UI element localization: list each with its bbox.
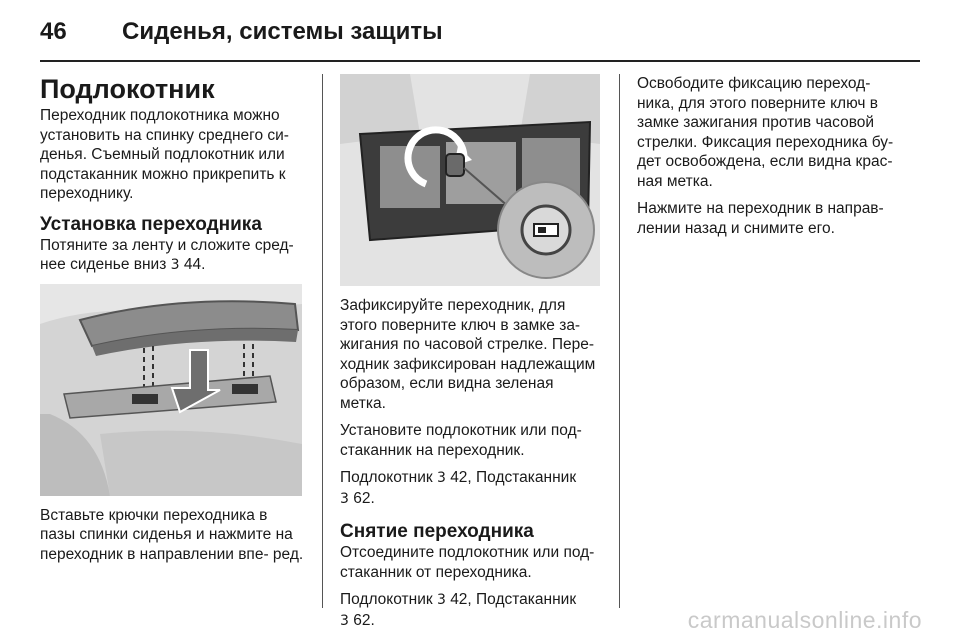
- ignition-key-lock-illustration: [340, 74, 600, 286]
- install-heading: Установка переходника: [40, 213, 262, 235]
- armrest-intro: Переходник подлокотника можно установить на спинку среднего си- денья. Съемный подлокотник или подстаканник можно прикрепить к переходнику.: [40, 107, 289, 202]
- mount-instruction: Установите подлокотник или под- стаканник на переходник.: [340, 422, 582, 459]
- reference-icon: 3: [436, 592, 446, 608]
- lock-instruction: Зафиксируйте переходник, для этого поверните ключ в замке за- жигания по часовой стрелке. Пере- ходник зафиксирован надлежащим образом, если видна зеленая метка.: [340, 297, 596, 412]
- reference-icon: 3: [340, 490, 349, 507]
- section-title: Сиденья, системы защиты: [122, 18, 443, 45]
- install-cross-reference: Подлокотник 3 42, Подстаканник 3 62.: [340, 469, 577, 507]
- remove-instruction: Нажмите на переходник в направ- лении назад и снимите его.: [637, 200, 884, 237]
- column-1: [40, 74, 306, 572]
- reference-icon: 3: [436, 470, 446, 486]
- watermark: carmanualsonline.info: [687, 607, 922, 633]
- reference-icon: 3: [340, 612, 349, 629]
- page-number: 46: [40, 18, 67, 45]
- column-divider-1: [322, 74, 323, 608]
- armrest-title: Подлокотник: [40, 74, 215, 104]
- header-rule: [40, 60, 920, 62]
- adapter-install-illustration: [40, 284, 302, 496]
- column-2: [340, 74, 602, 639]
- page-header: [40, 12, 920, 62]
- remove-heading: Снятие переходника: [340, 521, 534, 542]
- install-instruction: Вставьте крючки переходника в пазы спинки сиденья и нажмите на переходник в направлении впе- ред.: [40, 506, 304, 563]
- column-divider-2: [619, 74, 620, 608]
- install-ref: 44.: [183, 256, 206, 273]
- column-3: [637, 74, 903, 246]
- install-text: Потяните за ленту и сложите сред- нее сиденье вниз 3 44.: [40, 236, 294, 273]
- reference-icon: 3: [170, 257, 180, 273]
- detach-instruction: Отсоедините подлокотник или под- стаканник от переходника.: [340, 544, 595, 581]
- unlock-instruction: Освободите фиксацию переход- ника, для этого поверните ключ в замке зажигания против часовой стрелки. Фиксация переходника бу- дет освобождена, если видна крас- ная метка.: [637, 75, 894, 190]
- remove-cross-reference: Подлокотник 3 42, Подстаканник 3 62.: [340, 591, 577, 629]
